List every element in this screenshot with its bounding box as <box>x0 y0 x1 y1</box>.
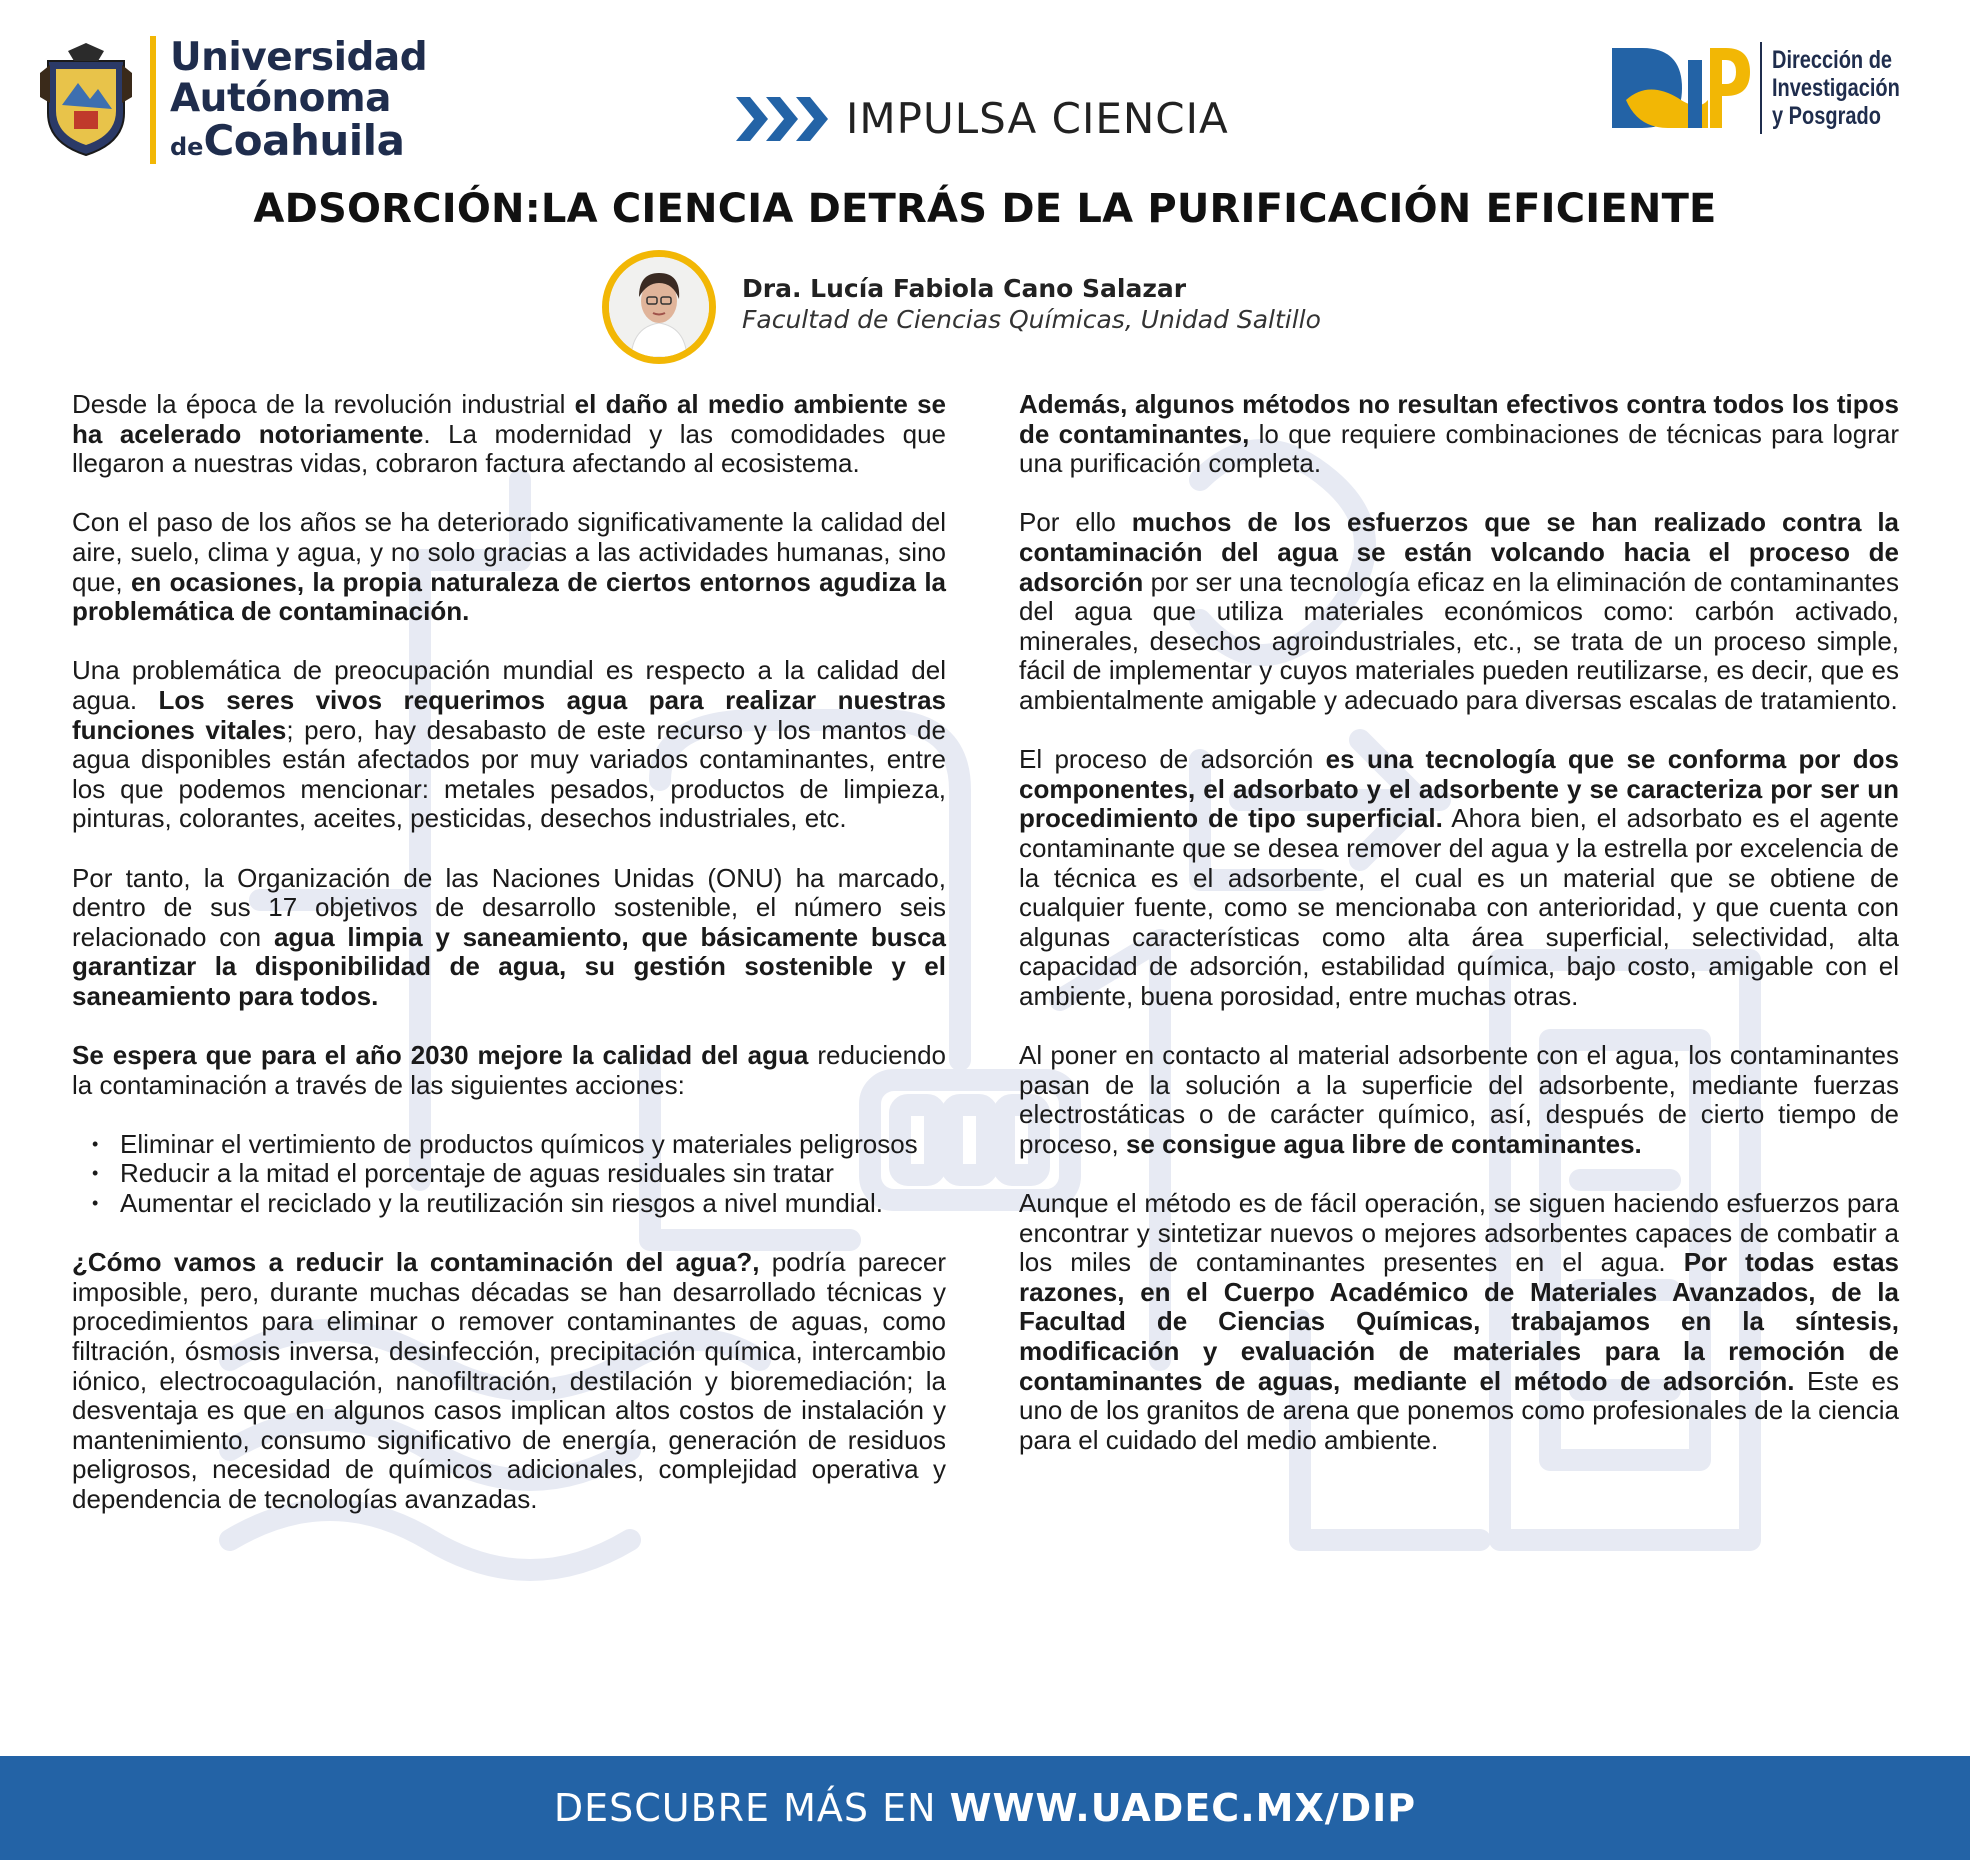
paragraph-text: Aunque el método es de fácil operación, se siguen haciendo esfuerzos para encontrar y sintetizar nuevos o mejores adsorbentes capaces de combatir a los miles de contaminantes presentes en el agua. <box>1019 1188 1899 1278</box>
paragraph <box>1019 508 1899 715</box>
paragraph-bold: es una tecnología que se conforma por dos componentes, el adsorbato y el adsorbente y se caracteriza por ser un procedimiento de tipo superficial. <box>1019 744 1899 834</box>
page-footer <box>0 1756 1970 1860</box>
author-avatar <box>602 250 716 364</box>
paragraph <box>1019 390 1899 479</box>
author-portrait-icon <box>609 257 709 357</box>
paragraph-text: El proceso de adsorción <box>1019 744 1326 775</box>
university-name-line1: Universidad <box>170 35 428 80</box>
dip-name <box>1772 46 1900 130</box>
paragraph-text: reduciendo la contaminación a través de las siguientes acciones: <box>72 1040 946 1100</box>
author-block <box>602 250 1321 364</box>
paragraph-bold: Se espera que para el año 2030 mejore la calidad del agua <box>72 1040 809 1071</box>
paragraph-bold: Por todas estas razones, en el Cuerpo Académico de Materiales Avanzados, de la Facultad de Ciencias Químicas, trabajamos en la síntesis, modificación y evaluación de materiales para la remoción de contaminantes de aguas, mediante el método de adsorción. <box>1019 1247 1899 1396</box>
university-name-line3 <box>170 116 427 165</box>
paragraph-text: podría parecer imposible, pero, durante muchas décadas se han desarrollado técnicas y procedimientos para eliminar o remover contaminantes de aguas, como filtración, ósmosis inversa, desinfección, precipitación química, intercambio iónico, electrocoagulación, nanofiltración, destilación y bioremediación; la desventaja es que en algunos casos implican altos costos de instalación y mantenimiento, consumo significativo de energía, generación de residuos peligrosos, necesidad de químicos adicionales, complejidad operativa y dependencia de tecnologías avanzadas. <box>72 1247 946 1514</box>
right-column <box>1019 390 1899 1485</box>
paragraph-text: Por tanto, la Organización de las Naciones Unidas (ONU) ha marcado, dentro de sus 17 objetivos de desarrollo sostenible, el número seis relacionado con <box>72 862 946 952</box>
dip-name-line1: Dirección de <box>1772 46 1893 74</box>
university-name-de: de <box>170 133 204 161</box>
paragraph-text: ; pero, hay desabasto de este recurso y los mantos de agua disponibles están afectados por muy variados contaminantes, entre los que podemos mencionar: metales pesados, productos de limpieza, pinturas, colorantes, aceites, pesticidas, desechos industriales, etc. <box>72 714 946 834</box>
article-title: ADSORCIÓN:LA CIENCIA DETRÁS DE LA PURIFICACIÓN EFICIENTE <box>253 186 1717 232</box>
paragraph-bold: ¿Cómo vamos a reducir la contaminación del agua?, <box>72 1247 760 1278</box>
paragraph-text: lo que requiere combinaciones de técnicas para lograr una purificación completa. <box>1019 418 1899 479</box>
paragraph <box>72 1041 946 1100</box>
dip-divider <box>1760 42 1762 134</box>
paragraph <box>1019 745 1899 1011</box>
list-item: • Reducir a la mitad el porcentaje de aguas residuales sin tratar <box>72 1159 946 1189</box>
paragraph-text: Este es uno de los granitos de arena que ponemos como profesionales de la ciencia para el cuidado del medio ambiente. <box>1019 1365 1899 1455</box>
paragraph <box>1019 1189 1899 1455</box>
paragraph-text: . La modernidad y las comodidades que llegaron a nuestras vidas, cobraron factura afectando al ecosistema. <box>72 418 946 479</box>
paragraph <box>72 864 946 1012</box>
paragraph-bold: en ocasiones, la propia naturaleza de ciertos entornos agudiza la problemática de contaminación. <box>72 566 947 627</box>
action-list <box>72 1130 946 1219</box>
paragraph-text: Ahora bien, el adsorbato es el agente contaminante que se desea remover del agua y la estrella por excelencia de la técnica es el adsorbente, el cual es un material que se obtiene de cualquier fuente, como se mencionaba con anterioridad, y que cuenta con algunas características como alta área superficial, selectividad, alta capacidad de adsorción, estabilidad química, bajo costo, amigable con el ambiente, buena porosidad, entre muchas otras. <box>1019 803 1899 1011</box>
university-name-coahuila: Coahuila <box>203 116 405 165</box>
page-header <box>0 0 1970 170</box>
paragraph-bold: agua limpia y saneamiento, que básicamente busca garantizar la disponibilidad de agua, su gestión sostenible y el saneamiento para todos. <box>72 921 946 1011</box>
dip-name-line3: y Posgrado <box>1772 102 1881 130</box>
paragraph-text: Por ello <box>1019 507 1132 538</box>
paragraph-bold: muchos de los esfuerzos que se han realizado contra la contaminación del agua se están volcando hacia el proceso de adsorción <box>1019 507 1899 597</box>
university-shield-icon <box>38 43 134 157</box>
paragraph-bold: Además, algunos métodos no resultan efectivos contra todos los tipos de contaminantes, <box>1019 389 1899 449</box>
paragraph <box>72 390 946 479</box>
logo-divider <box>150 36 156 164</box>
left-column <box>72 390 946 1544</box>
footer-prefix: DESCUBRE MÁS EN <box>553 1786 950 1830</box>
dip-logo-icon <box>1608 40 1754 136</box>
section-title: IMPULSA CIENCIA <box>846 94 1229 143</box>
paragraph-text: Una problemática de preocupación mundial es respecto a la calidad del agua. <box>72 655 946 715</box>
paragraph <box>72 1248 946 1514</box>
paragraph-text: Desde la época de la revolución industrial <box>72 389 575 419</box>
university-logo[interactable] <box>38 36 427 164</box>
paragraph-bold: se consigue agua libre de contaminantes. <box>1125 1128 1642 1159</box>
list-item: • Eliminar el vertimiento de productos químicos y materiales peligrosos <box>72 1130 946 1160</box>
triple-chevron-icon <box>736 95 832 143</box>
footer-text <box>554 1786 1416 1830</box>
university-name <box>170 35 428 165</box>
footer-url-link[interactable]: WWW.UADEC.MX/DIP <box>949 1786 1417 1830</box>
paragraph <box>72 656 946 834</box>
paragraph <box>72 508 946 626</box>
paragraph-text: por ser una tecnología eficaz en la eliminación de contaminantes del agua que utiliza materiales económicos como: carbón activado, minerales, desechos agroindustriales, etc., se trata de un proceso simple, fácil de implementar y cuyos materiales pueden reutilizarse, es decir, que es ambientalmente amigable y adecuado para diversas escalas de tratamiento. <box>1019 566 1899 715</box>
dip-name-line2: Investigación <box>1772 74 1900 102</box>
author-info <box>742 274 1321 334</box>
paragraph-bold: el daño al medio ambiente se ha acelerado notoriamente <box>72 389 946 449</box>
university-name-line2: Autónoma <box>170 76 391 121</box>
paragraph-bold: Los seres vivos requerimos agua para realizar nuestras funciones vitales <box>72 684 946 745</box>
paragraph <box>1019 1041 1899 1159</box>
paragraph-text: Al poner en contacto al material adsorbente con el agua, los contaminantes pasan de la solución a la superficie del adsorbente, mediante fuerzas electrostáticas o de carácter químico, así, después de cierto tiempo de proceso, <box>1019 1040 1899 1159</box>
dip-logo[interactable] <box>1608 40 1932 136</box>
author-name: Dra. Lucía Fabiola Cano Salazar <box>742 274 1187 303</box>
section-label <box>736 94 1229 143</box>
author-affiliation: Facultad de Ciencias Químicas, Unidad Saltillo <box>742 305 1321 334</box>
paragraph-text: Con el paso de los años se ha deteriorado significativamente la calidad del aire, suelo, clima y agua, y no solo gracias a las actividades humanas, sino que, <box>72 507 946 597</box>
list-item: • Aumentar el reciclado y la reutilización sin riesgos a nivel mundial. <box>72 1189 946 1219</box>
